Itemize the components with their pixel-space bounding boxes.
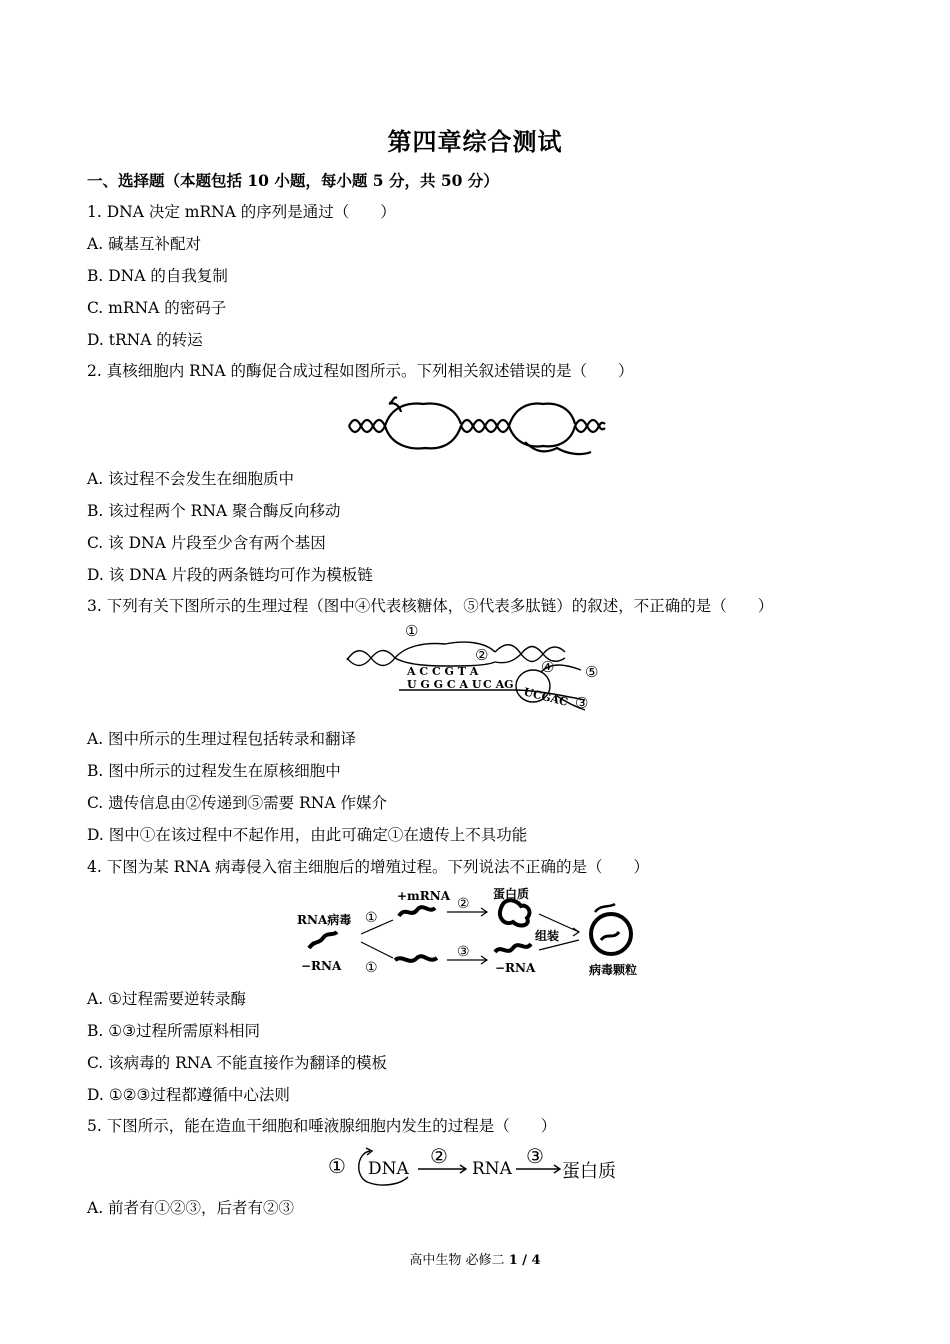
dna-sequence: A C C G T A	[407, 665, 479, 678]
label-protein: 蛋白质	[562, 1161, 616, 1182]
label-rna-virus: RNA病毒	[297, 913, 352, 927]
question-5-stem: 5. 下图所示，能在造血干细胞和唾液腺细胞内发生的过程是（ ）	[87, 1117, 557, 1135]
rna-sequence-1: U G G C A U	[407, 678, 482, 691]
label-assemble: 组装	[535, 929, 560, 943]
label-5: ⑤	[585, 663, 599, 681]
central-dogma-diagram	[326, 1143, 626, 1191]
question-4-option-d: D. ①②③过程都遵循中心法则	[87, 1086, 290, 1104]
label-dna: DNA	[368, 1159, 409, 1179]
question-1-option-b: B. DNA 的自我复制	[87, 267, 228, 285]
step-1-lower: ①	[365, 960, 378, 976]
step-3: ③	[526, 1144, 544, 1168]
label-plus-mrna: +mRNA	[397, 889, 451, 903]
label-4: ④	[541, 658, 555, 676]
question-3-option-d: D. 图中①在该过程中不起作用，由此可确定①在遗传上不具功能	[87, 826, 528, 844]
question-4-stem: 4. 下图为某 RNA 病毒侵入宿主细胞后的增殖过程。下列说法不正确的是（ ）	[87, 858, 649, 876]
question-1-option-a: A. 碱基互补配对	[87, 235, 202, 253]
question-3-option-a: A. 图中所示的生理过程包括转录和翻译	[87, 730, 357, 748]
question-4-option-a: A. ①过程需要逆转录酶	[87, 990, 246, 1008]
question-1-option-c: C. mRNA 的密码子	[87, 299, 227, 317]
label-protein: 蛋白质	[493, 887, 530, 901]
question-1-stem: 1. DNA 决定 mRNA 的序列是通过（ ）	[87, 203, 396, 221]
question-1-option-d: D. tRNA 的转运	[87, 331, 203, 349]
rna-sequence-3: UCGAC	[522, 685, 570, 709]
step-1-upper: ①	[365, 910, 378, 926]
question-3-option-c: C. 遗传信息由②传递到⑤需要 RNA 作媒介	[87, 794, 387, 812]
question-2-stem: 2. 真核细胞内 RNA 的酶促合成过程如图所示。下列相关叙述错误的是（ ）	[87, 362, 634, 380]
rna-virus-diagram	[295, 882, 660, 980]
section-heading: 一、选择题（本题包括 10 小题，每小题 5 分，共 50 分）	[87, 171, 499, 190]
question-4-option-c: C. 该病毒的 RNA 不能直接作为翻译的模板	[87, 1054, 387, 1072]
question-5-option-a: A. 前者有①②③，后者有②③	[87, 1199, 295, 1217]
step-2: ②	[457, 896, 470, 912]
question-2-option-c: C. 该 DNA 片段至少含有两个基因	[87, 534, 326, 552]
question-4-option-b: B. ①③过程所需原料相同	[87, 1022, 261, 1040]
question-2-option-d: D. 该 DNA 片段的两条链均可作为模板链	[87, 566, 373, 584]
question-3-stem: 3. 下列有关下图所示的生理过程（图中④代表核糖体，⑤代表多肽链）的叙述，不正确的是（ ）	[87, 597, 774, 615]
rna-sequence-2: C AG	[483, 678, 514, 691]
question-3-option-b: B. 图中所示的过程发生在原核细胞中	[87, 762, 341, 780]
label-3: ③	[575, 694, 589, 712]
label-rna: RNA	[472, 1159, 512, 1179]
page-footer	[0, 1249, 950, 1268]
label-virus-particle: 病毒颗粒	[589, 963, 638, 977]
question-2-option-a: A. 该过程不会发生在细胞质中	[87, 470, 295, 488]
step-3: ③	[457, 944, 470, 960]
footer-subject: 高中生物 必修二	[409, 1253, 505, 1268]
label-minus-rna-2: −RNA	[495, 961, 536, 975]
question-2-option-b: B. 该过程两个 RNA 聚合酶反向移动	[87, 502, 341, 520]
step-1: ①	[328, 1154, 346, 1178]
transcription-diagram	[345, 396, 607, 458]
transcription-translation-diagram	[345, 620, 610, 722]
step-2: ②	[430, 1144, 448, 1168]
label-2: ②	[475, 646, 489, 664]
label-minus-rna: −RNA	[301, 959, 342, 973]
footer-page-number: 1 / 4	[508, 1253, 541, 1268]
page-title: 第四章综合测试	[387, 127, 563, 156]
label-1: ①	[405, 622, 419, 640]
